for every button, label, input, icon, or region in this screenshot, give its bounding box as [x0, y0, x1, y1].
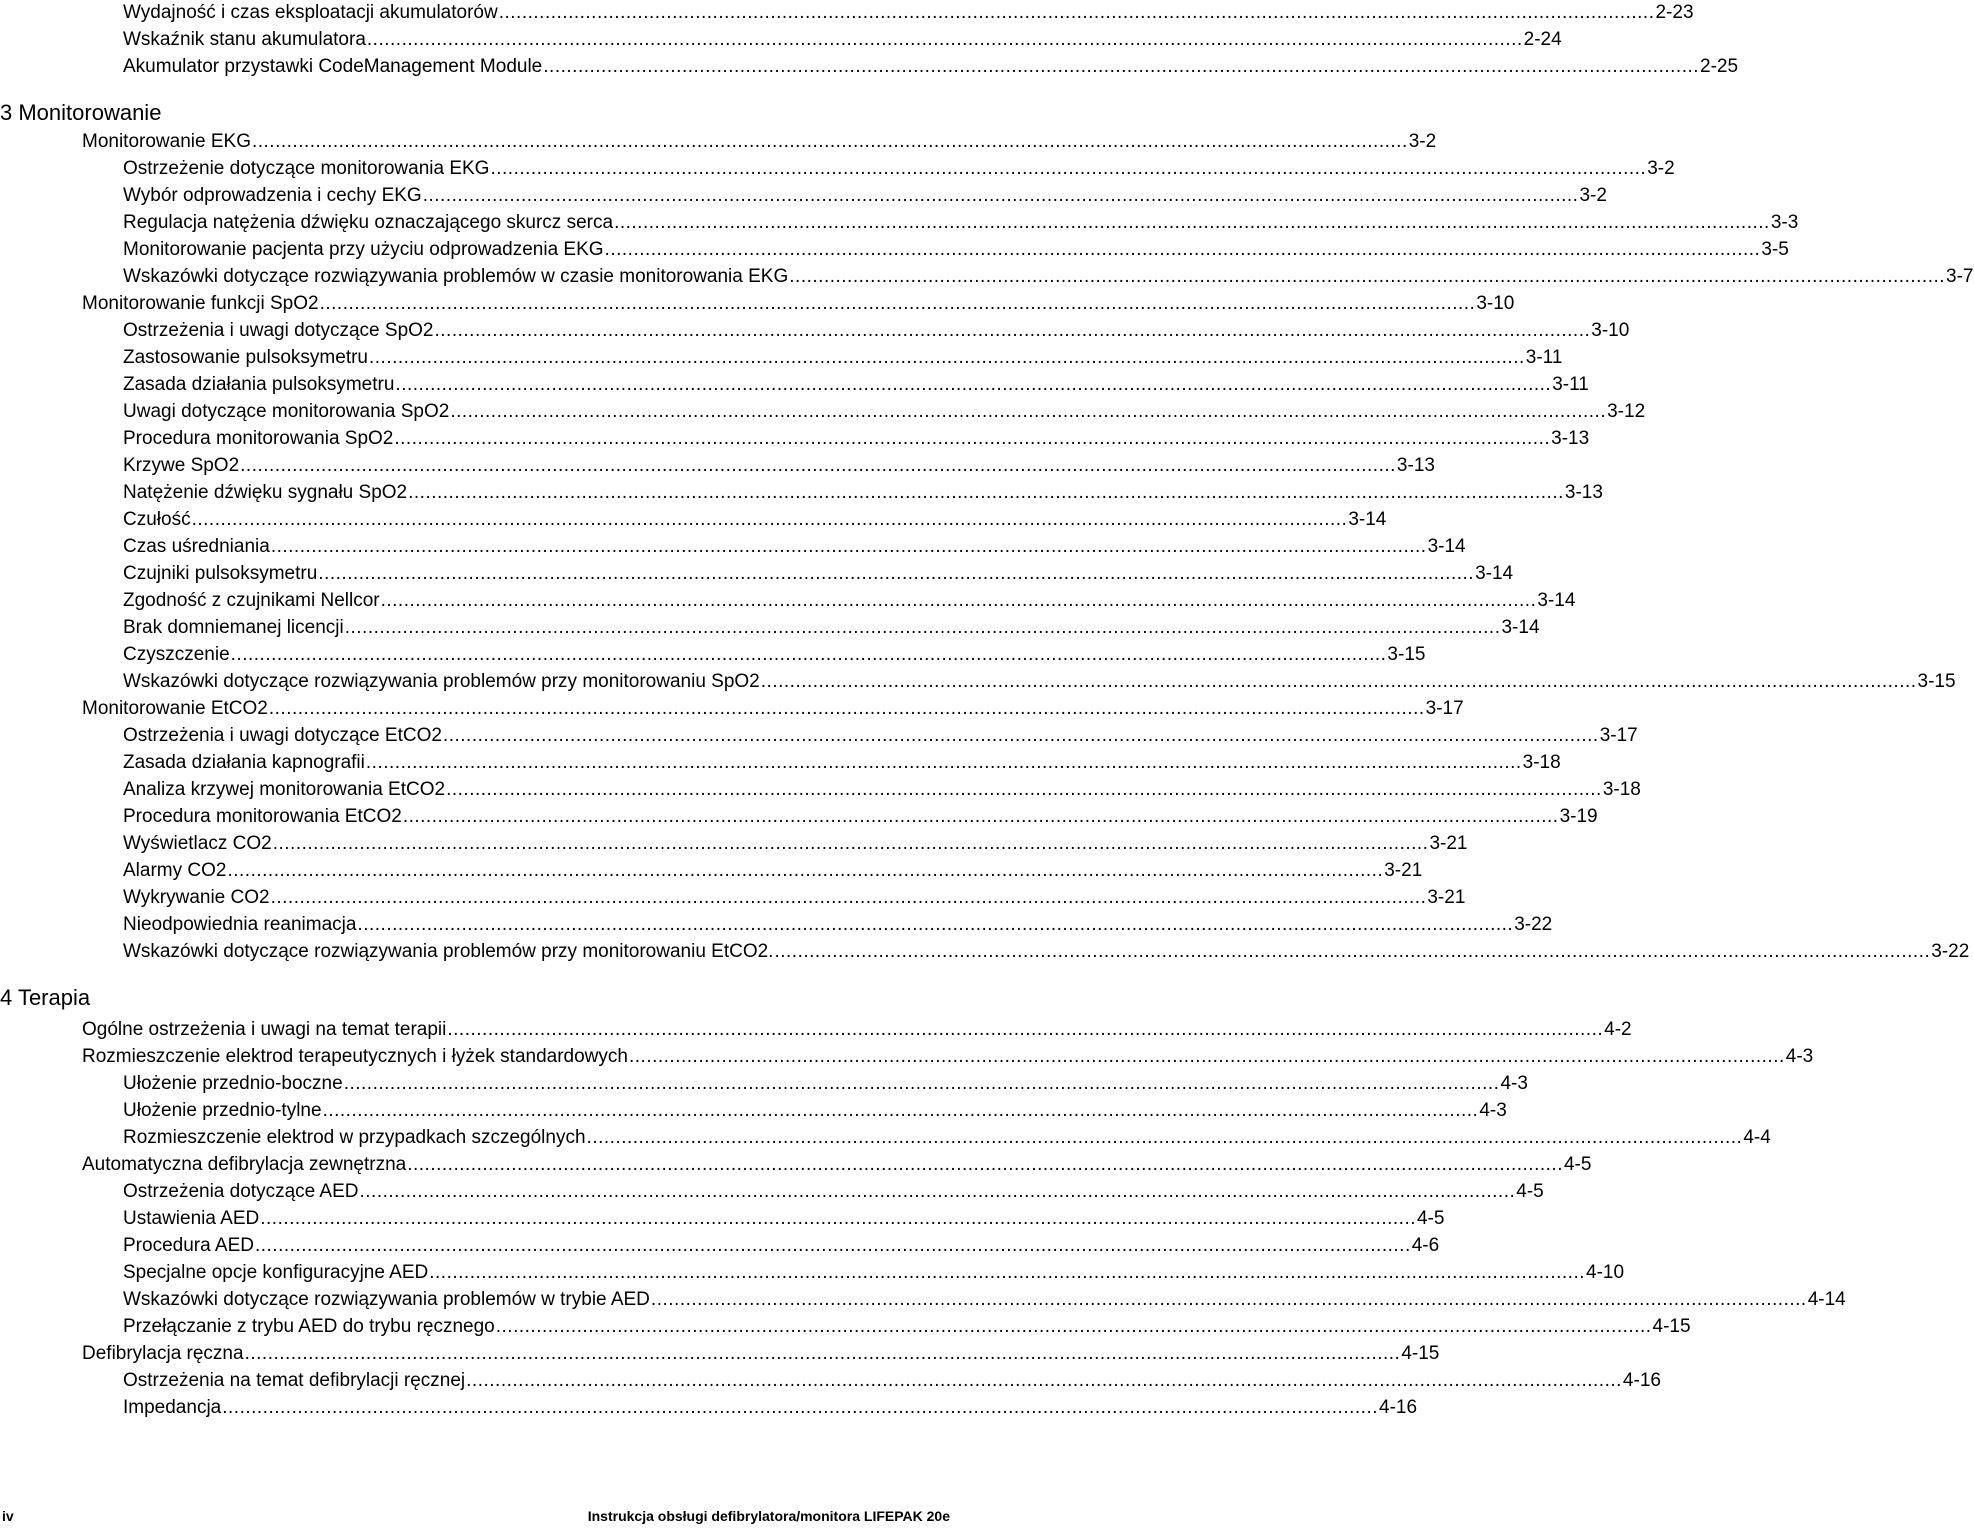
dot-leader: ........................................................................................................................................................................................................ [490, 158, 1647, 179]
toc-entry-title: Natężenie dźwięku sygnału SpO2 [123, 482, 408, 503]
toc-entry[interactable] [123, 804, 1598, 830]
dot-leader: ........................................................................................................................................................................................................ [422, 185, 1579, 206]
footer-document-title: Instrukcja obsługi defibrylatora/monitora LIFEPAK 20e [587, 1508, 950, 1524]
chapter-heading-3[interactable]: 3 Monitorowanie [0, 100, 162, 125]
toc-entry-title: Procedura monitorowania SpO2 [123, 428, 394, 449]
toc-entry[interactable] [123, 588, 1576, 614]
toc-entry[interactable] [123, 1395, 1418, 1421]
toc-entry-page: 3-15 [1917, 671, 1956, 692]
toc-entry-page: 3-21 [1427, 887, 1466, 908]
toc-entry-title: Ustawienia AED [123, 1208, 260, 1229]
dot-leader: ........................................................................................................................................................................................................ [760, 671, 1917, 692]
toc-entry-title: Analiza krzywej monitorowania EtCO2 [123, 779, 446, 800]
toc-entry[interactable] [123, 723, 1638, 749]
dot-leader: ........................................................................................................................................................................................................ [543, 56, 1700, 77]
toc-entry[interactable] [123, 561, 1514, 587]
toc-entry-title: Czujniki pulsoksymetru [123, 563, 318, 584]
toc-entry-page: 3-21 [1429, 833, 1468, 854]
toc-entry[interactable] [123, 507, 1387, 533]
dot-leader: ........................................................................................................................................................................................................ [251, 131, 1408, 152]
toc-entry-title: Rozmieszczenie elektrod terapeutycznych i łyżek standardowych [82, 1046, 628, 1067]
toc-entry-title: Czas uśredniania [123, 536, 270, 557]
dot-leader: ........................................................................................................................................................................................................ [191, 509, 1348, 530]
toc-entry-page: 3-17 [1599, 725, 1638, 746]
toc-entry-page: 4-4 [1743, 1127, 1771, 1148]
footer-page-number: iv [2, 1508, 14, 1524]
toc-entry[interactable] [123, 1233, 1440, 1259]
toc-entry-page: 3-5 [1761, 239, 1789, 260]
dot-leader: ........................................................................................................................................................................................................ [429, 1262, 1586, 1283]
toc-entry[interactable] [123, 858, 1423, 884]
toc-entry-title: Monitorowanie funkcji SpO2 [82, 293, 319, 314]
toc-entry-page: 2-25 [1700, 56, 1739, 77]
toc-entry-title: Procedura monitorowania EtCO2 [123, 806, 402, 827]
toc-entry[interactable] [82, 1044, 1814, 1070]
toc-entry[interactable] [123, 1179, 1544, 1205]
toc-entry-title: Wskazówki dotyczące rozwiązywania problemów przy monitorowaniu SpO2 [123, 671, 760, 692]
toc-entry-title: Ostrzeżenia i uwagi dotyczące EtCO2 [123, 725, 442, 746]
toc-entry-page: 4-5 [1516, 1181, 1544, 1202]
toc-entry[interactable] [82, 129, 1437, 155]
toc-entry-page: 3-10 [1476, 293, 1515, 314]
dot-leader: ........................................................................................................................................................................................................ [240, 455, 1396, 476]
toc-entry-page: 4-6 [1411, 1235, 1440, 1256]
toc-entry-page: 3-18 [1602, 779, 1641, 800]
toc-entry[interactable] [123, 318, 1630, 344]
toc-entry-page: 4-14 [1807, 1289, 1846, 1310]
toc-entry[interactable] [123, 264, 1974, 290]
toc-entry-page: 3-2 [1579, 185, 1607, 206]
dot-leader: ........................................................................................................................................................................................................ [450, 401, 1607, 422]
toc-entry-page: 3-15 [1387, 644, 1426, 665]
toc-entry-title: Akumulator przystawki CodeManagement Module [123, 56, 543, 77]
dot-leader: ........................................................................................................................................................................................................ [222, 1397, 1378, 1418]
dot-leader: ........................................................................................................................................................................................................ [394, 428, 1551, 449]
toc-entry-page: 3-22 [1514, 914, 1553, 935]
toc-entry[interactable] [123, 453, 1435, 479]
dot-leader: ........................................................................................................................................................................................................ [586, 1127, 1743, 1148]
dot-leader: ........................................................................................................................................................................................................ [344, 617, 1501, 638]
toc-entry-page: 4-2 [1604, 1019, 1632, 1040]
toc-entry[interactable] [82, 1341, 1440, 1367]
toc-entry-title: Nieodpowiednia reanimacja [123, 914, 357, 935]
toc-entry-title: Brak domniemanej licencji [123, 617, 344, 638]
toc-entry[interactable] [123, 27, 1562, 53]
dot-leader: ........................................................................................................................................................................................................ [319, 293, 1476, 314]
toc-entry-page: 4-10 [1586, 1262, 1625, 1283]
toc-entry-page: 2-24 [1523, 29, 1562, 50]
toc-entry-title: Wskazówki dotyczące rozwiązywania problemów w czasie monitorowania EKG [123, 266, 789, 287]
toc-entry-title: Defibrylacja ręczna [82, 1343, 244, 1364]
toc-entry-title: Monitorowanie EKG [82, 131, 251, 152]
toc-entry-page: 3-13 [1551, 428, 1590, 449]
dot-leader: ........................................................................................................................................................................................................ [447, 1019, 1604, 1040]
dot-leader: ........................................................................................................................................................................................................ [789, 266, 1946, 287]
toc-entry-page: 3-2 [1647, 158, 1675, 179]
dot-leader: ........................................................................................................................................................................................................ [357, 914, 1514, 935]
toc-entry[interactable] [123, 885, 1466, 911]
toc-entry[interactable] [123, 1071, 1528, 1097]
dot-leader: ........................................................................................................................................................................................................ [244, 1343, 1401, 1364]
toc-entry-title: Ostrzeżenia na temat defibrylacji ręcznej [123, 1370, 466, 1391]
toc-entry-page: 3-22 [1931, 941, 1970, 962]
toc-entry-page: 4-3 [1500, 1073, 1528, 1094]
toc-entry[interactable] [123, 210, 1799, 236]
toc-entry[interactable] [123, 54, 1739, 80]
toc-entry[interactable] [123, 345, 1563, 371]
dot-leader: ........................................................................................................................................................................................................ [366, 29, 1523, 50]
toc-entry-page: 3-10 [1591, 320, 1630, 341]
dot-leader: ........................................................................................................................................................................................................ [260, 1208, 1416, 1229]
dot-leader: ........................................................................................................................................................................................................ [365, 752, 1522, 773]
toc-entry-page: 4-3 [1785, 1046, 1814, 1067]
dot-leader: ........................................................................................................................................................................................................ [359, 1181, 1516, 1202]
dot-leader: ........................................................................................................................................................................................................ [408, 482, 1564, 503]
toc-entry[interactable] [123, 831, 1468, 857]
toc-entry[interactable] [123, 426, 1590, 452]
toc-entry-page: 3-14 [1348, 509, 1387, 530]
toc-entry-title: Uwagi dotyczące monitorowania SpO2 [123, 401, 450, 422]
toc-entry[interactable] [123, 1260, 1625, 1286]
toc-entry[interactable] [123, 939, 1970, 965]
toc-entry[interactable] [123, 1287, 1846, 1313]
dot-leader: ........................................................................................................................................................................................................ [466, 1370, 1622, 1391]
dot-leader: ........................................................................................................................................................................................................ [446, 779, 1602, 800]
dot-leader: ........................................................................................................................................................................................................ [650, 1289, 1807, 1310]
toc-entry-page: 3-11 [1552, 374, 1589, 395]
toc-entry-title: Wskaźnik stanu akumulatora [123, 29, 366, 50]
toc-entry-page: 3-7 [1946, 266, 1974, 287]
toc-entry-title: Monitorowanie EtCO2 [82, 698, 268, 719]
toc-entry-title: Rozmieszczenie elektrod w przypadkach szczególnych [123, 1127, 586, 1148]
toc-entry-page: 4-16 [1622, 1370, 1661, 1391]
toc-entry-page: 3-2 [1408, 131, 1437, 152]
dot-leader: ........................................................................................................................................................................................................ [322, 1100, 1479, 1121]
toc-entry[interactable] [82, 1152, 1592, 1178]
toc-entry[interactable] [123, 1098, 1507, 1124]
toc-entry-page: 2-23 [1655, 2, 1694, 23]
toc-entry-page: 3-3 [1770, 212, 1799, 233]
toc-entry[interactable] [82, 696, 1464, 722]
toc-entry[interactable] [123, 642, 1426, 668]
toc-entry-page: 4-5 [1417, 1208, 1445, 1229]
toc-entry[interactable] [123, 237, 1789, 263]
dot-leader: ........................................................................................................................................................................................................ [434, 320, 1591, 341]
dot-leader: ........................................................................................................................................................................................................ [380, 590, 1537, 611]
dot-leader: ........................................................................................................................................................................................................ [402, 806, 1559, 827]
toc-entry[interactable] [123, 777, 1641, 803]
dot-leader: ........................................................................................................................................................................................................ [268, 698, 1425, 719]
toc-entry-title: Czułość [123, 509, 191, 530]
toc-entry-title: Specjalne opcje konfiguracyjne AED [123, 1262, 429, 1283]
toc-entry[interactable] [123, 750, 1561, 776]
toc-entry[interactable] [123, 1368, 1661, 1394]
toc-entry[interactable] [123, 615, 1540, 641]
toc-entry-title: Ostrzeżenia dotyczące AED [123, 1181, 359, 1202]
toc-entry[interactable] [123, 1206, 1445, 1232]
toc-entry-page: 3-11 [1525, 347, 1563, 368]
toc-entry-title: Wydajność i czas eksploatacji akumulatorów [123, 2, 498, 23]
toc-entry[interactable] [82, 1017, 1632, 1043]
toc-entry-page: 3-17 [1425, 698, 1464, 719]
toc-entry-title: Ostrzeżenia i uwagi dotyczące SpO2 [123, 320, 434, 341]
dot-leader: ........................................................................................................................................................................................................ [395, 374, 1552, 395]
toc-entry[interactable] [123, 399, 1646, 425]
toc-entry[interactable] [123, 0, 1694, 26]
dot-leader: ........................................................................................................................................................................................................ [272, 833, 1429, 854]
dot-leader: ........................................................................................................................................................................................................ [604, 239, 1761, 260]
dot-leader: ........................................................................................................................................................................................................ [495, 1316, 1652, 1337]
toc-entry-title: Impedancja [123, 1397, 222, 1418]
toc-entry-title: Czyszczenie [123, 644, 230, 665]
dot-leader: ........................................................................................................................................................................................................ [254, 1235, 1411, 1256]
toc-entry-page: 3-19 [1559, 806, 1598, 827]
toc-entry-title: Krzywe SpO2 [123, 455, 240, 476]
toc-entry-title: Wskazówki dotyczące rozwiązywania problemów przy monitorowaniu EtCO2. [123, 941, 774, 962]
toc-entry-page: 3-18 [1522, 752, 1561, 773]
toc-entry-page: 4-3 [1479, 1100, 1507, 1121]
toc-entry-title: Przełączanie z trybu AED do trybu ręcznego [123, 1316, 495, 1337]
toc-entry-page: 3-13 [1396, 455, 1435, 476]
toc-entry-page: 4-15 [1401, 1343, 1440, 1364]
toc-entry-title: Alarmy CO2 [123, 860, 227, 881]
toc-entry-title: Wskazówki dotyczące rozwiązywania problemów w trybie AED [123, 1289, 650, 1310]
toc-entry-title: Ułożenie przednio-boczne [123, 1073, 343, 1094]
toc-entry[interactable] [123, 534, 1466, 560]
toc-entry-title: Ogólne ostrzeżenia i uwagi na temat terapii [82, 1019, 447, 1040]
toc-entry[interactable] [123, 183, 1607, 209]
toc-entry-title: Regulacja natężenia dźwięku oznaczającego skurcz serca [123, 212, 614, 233]
toc-entry-title: Automatyczna defibrylacja zewnętrzna [82, 1154, 407, 1175]
toc-entry-title: Wykrywanie CO2 [123, 887, 270, 908]
dot-leader: ........................................................................................................................................................................................................ [442, 725, 1599, 746]
toc-entry-title: Wybór odprowadzenia i cechy EKG [123, 185, 422, 206]
dot-leader: ........................................................................................................................................................................................................ [230, 644, 1387, 665]
toc-entry-title: Ułożenie przednio-tylne [123, 1100, 322, 1121]
toc-entry-page: 3-14 [1537, 590, 1576, 611]
toc-entry[interactable] [82, 291, 1515, 317]
toc-entry-title: Zastosowanie pulsoksymetru [123, 347, 368, 368]
dot-leader: ........................................................................................................................................................................................................ [407, 1154, 1563, 1175]
toc-entry-title: Zgodność z czujnikami Nellcor [123, 590, 380, 611]
dot-leader: ........................................................................................................................................................................................................ [614, 212, 1770, 233]
toc-entry-title: Zasada działania kapnografii [123, 752, 365, 773]
toc-entry-title: Monitorowanie pacjenta przy użyciu odprowadzenia EKG [123, 239, 604, 260]
toc-entry-page: 3-14 [1427, 536, 1466, 557]
toc-entry[interactable] [123, 1314, 1691, 1340]
toc-entry-page: 3-14 [1501, 617, 1540, 638]
page-footer [0, 1508, 960, 1524]
toc-entry[interactable] [123, 669, 1956, 695]
dot-leader: ........................................................................................................................................................................................................ [369, 347, 1525, 368]
toc-entry-title: Wyświetlacz CO2 [123, 833, 272, 854]
dot-leader: ........................................................................................................................................................................................................ [270, 536, 1427, 557]
dot-leader: ........................................................................................................................................................................................................ [343, 1073, 1500, 1094]
toc-entry[interactable] [123, 912, 1553, 938]
toc-entry-page: 4-16 [1379, 1397, 1418, 1418]
toc-entry-page: 3-12 [1607, 401, 1646, 422]
toc-entry-page: 3-13 [1564, 482, 1603, 503]
chapter-heading-4[interactable]: 4 Terapia [0, 985, 91, 1010]
dot-leader: ........................................................................................................................................................................................................ [318, 563, 1475, 584]
dot-leader: ........................................................................................................................................................................................................ [628, 1046, 1785, 1067]
toc-entry[interactable] [123, 480, 1603, 506]
toc-entry[interactable] [123, 1125, 1771, 1151]
toc-entry-title: Procedura AED [123, 1235, 254, 1256]
toc-entry[interactable] [123, 372, 1589, 398]
toc-entry-page: 3-14 [1475, 563, 1514, 584]
dot-leader: ........................................................................................................................................................................................................ [270, 887, 1427, 908]
toc-entry-title: Zasada działania pulsoksymetru [123, 374, 395, 395]
toc-entry-page: 3-21 [1384, 860, 1423, 881]
toc-entry[interactable] [123, 156, 1675, 182]
dot-leader: ........................................................................................................................................................................................................ [498, 2, 1655, 23]
dot-leader: ........................................................................................................................................................................................................ [227, 860, 1384, 881]
toc-entry-title: Ostrzeżenie dotyczące monitorowania EKG [123, 158, 490, 179]
toc-entry-page: 4-15 [1652, 1316, 1691, 1337]
toc-entry-page: 4-5 [1563, 1154, 1592, 1175]
dot-leader: ........................................................................................................................................................................................................ [774, 941, 1931, 962]
